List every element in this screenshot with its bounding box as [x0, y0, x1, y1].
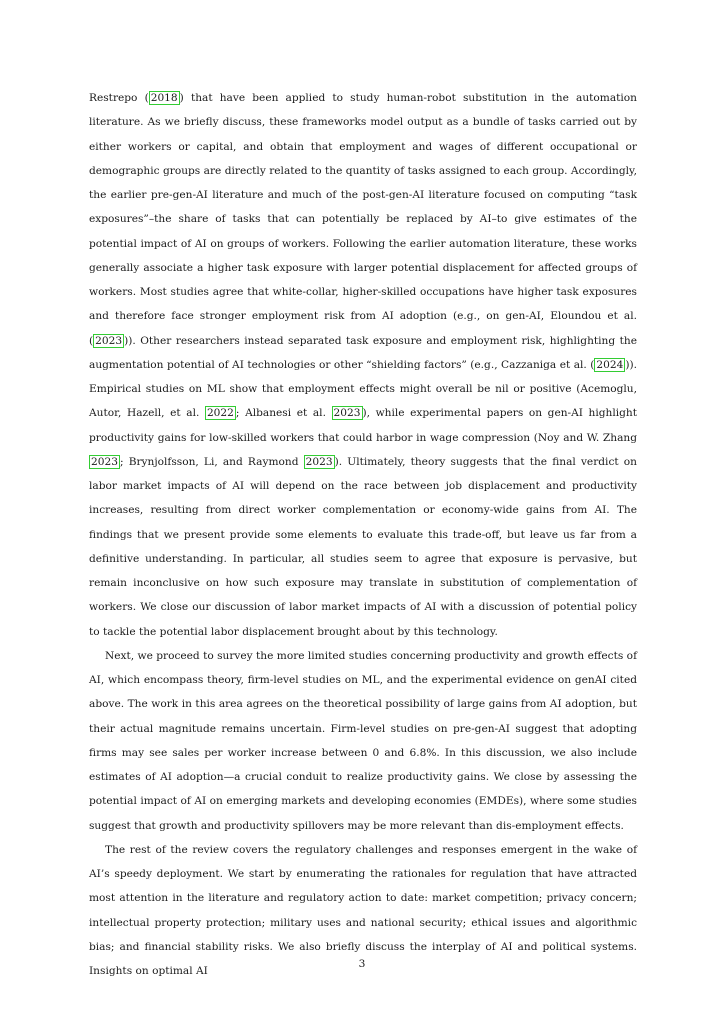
body-text — [89, 86, 637, 983]
page-number: 3 — [358, 958, 366, 970]
citation-link[interactable]: 2024 — [596, 358, 624, 371]
paragraph-3: The rest of the review covers the regulatory challenges and responses emergent in the wake of AI’s speedy deployment. We start by enumerating the rationales for regulation that have attracted most attention in the literature and regulatory action to date: market competition; privacy concern; intellectual property protection; military uses and national security; ethical issues and algorithmic bias; and financial stability risks. We also briefly discuss the interplay of AI and political systems. Insights on optimal AI — [89, 843, 637, 977]
citation-link[interactable]: 2023 — [333, 407, 361, 420]
citation-link[interactable]: 2022 — [206, 407, 234, 420]
citation-link[interactable]: 2018 — [150, 92, 178, 104]
citation-link[interactable]: 2023 — [95, 334, 123, 347]
paragraph-1: Restrepo ( 2018 ) that have been applied to study human-robot substitution in the automation literature. As we briefly discuss, these frameworks model output as a bundle of tasks carried out by either workers or capital, and obtain that employment and wages of different occupational or demographic groups are directly related to the quantity of tasks assigned to each group. Accordingly, the earlier pre-gen-AI literature and much of the post-gen-AI literature focused on computing “task exposures”–the share of tasks that can potentially be replaced by AI–to give estimates of the potential impact of AI on groups of workers. Following the earlier automation literature, these works generally associate a higher task exposure with larger potential displacement for affected groups of workers. Most studies agree that white-collar, higher-skilled occupations have higher task exposures and therefore face stronger employment risk from AI adoption (e.g., on gen-AI, Eloundou et al. ( 2023 )). Other researchers instead separated task exposure and employment risk, highlighting the augmentation potential of AI technologies or other “shielding factors” (e.g., Cazzaniga et al. ( 2024 )). Empirical studies on ML show that employment effects might overall be nil or positive (Acemoglu, Autor, Hazell, et al. 2022 ; Albanesi et al. 2023 ), while experimental papers on gen-AI highlight productivity gains for low-skilled workers that could harbor in wage compression (Noy and W. Zhang 2023 ; Brynjolfsson, Li, and Raymond 2023 ). Ultimately, theory suggests that the final verdict on labor market impacts of AI will depend on the race between job displacement and productivity increases, resulting from direct worker complementation or economy-wide gains from AI. The findings that we present provide some elements to evaluate this trade-off, but leave us far from a definitive understanding. In particular, all studies seem to agree that exposure is pervasive, but remain inconclusive on how such exposure may translate in substitution of complementation of workers. We close our discussion of labor market impacts of AI with a discussion of potential policy to tackle the potential labor displacement brought about by this technology. — [89, 92, 637, 638]
citation-link[interactable]: 2023 — [91, 455, 118, 468]
citation-link[interactable]: 2023 — [305, 455, 333, 468]
paragraph-2: Next, we proceed to survey the more limited studies concerning productivity and growth effects of AI, which encompass theory, firm-level studies on ML, and the experimental evidence on genAI cited above. The work in this area agrees on the theoretical possibility of large gains from AI adoption, but their actual magnitude remains uncertain. Firm-level studies on pre-gen-AI suggest that adopting firms may see sales per worker increase between 0 and 6.8%. In this discussion, we also include estimates of AI adoption—a crucial conduit to realize productivity gains. We close by assessing the potential impact of AI on emerging markets and developing economies (EMDEs), where some studies suggest that growth and productivity spillovers may be more relevant than dis-employment effects. — [89, 649, 637, 832]
